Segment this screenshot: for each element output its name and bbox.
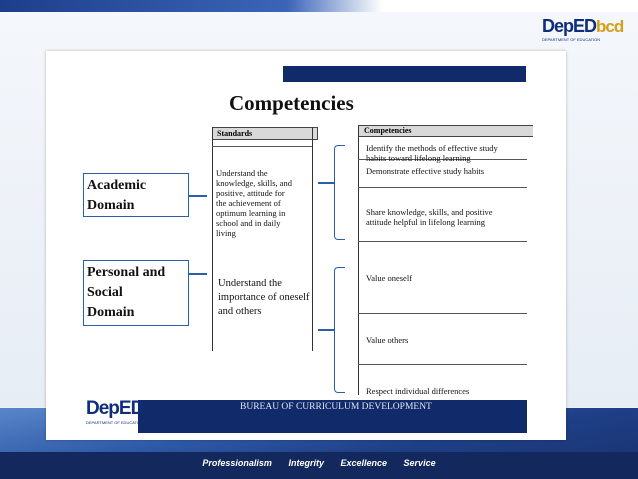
standards-divider bbox=[212, 146, 312, 147]
standards-right-rule bbox=[312, 127, 313, 264]
competencies-left-rule bbox=[358, 125, 359, 395]
standards-right-rule-2 bbox=[312, 261, 313, 351]
standard-personal-social: Understand the importance of oneself and others bbox=[218, 278, 310, 317]
tagline bbox=[0, 458, 638, 468]
tagline-item: Integrity bbox=[288, 458, 324, 468]
slide-top-bar bbox=[283, 66, 526, 82]
tagline-item: Service bbox=[403, 458, 436, 468]
competencies-header: Competencies bbox=[358, 125, 533, 137]
bureau-label: BUREAU OF CURRICULUM DEVELOPMENT bbox=[240, 402, 432, 412]
deped-logo-subtitle: DEPARTMENT OF EDUCATION bbox=[542, 37, 601, 42]
personal-social-domain-box bbox=[83, 260, 189, 326]
domain-label: Domain bbox=[87, 305, 135, 320]
footer-logo-word: DepED bbox=[86, 398, 144, 419]
standards-header: Standards bbox=[212, 127, 318, 140]
tagline-item: Excellence bbox=[340, 458, 388, 468]
competency-item: Identify the methods of effective study habits toward lifelong learning bbox=[366, 143, 498, 163]
domain-label: Social bbox=[87, 285, 123, 300]
competency-item: Share knowledge, skills, and positive attitude helpful in lifelong learning bbox=[366, 207, 493, 227]
slide-content bbox=[46, 51, 566, 440]
competency-item: Respect individual differences bbox=[366, 386, 470, 396]
competency-divider bbox=[358, 241, 527, 242]
standards-left-rule-2 bbox=[212, 261, 213, 351]
academic-bracket bbox=[334, 145, 345, 240]
competency-divider bbox=[358, 313, 527, 314]
domain-label: Personal and bbox=[87, 265, 166, 280]
top-accent-strip bbox=[0, 0, 638, 12]
footer-deped-logo bbox=[86, 398, 144, 425]
bcd-logo: bcd bbox=[596, 17, 624, 36]
competency-item: Demonstrate effective study habits bbox=[366, 166, 485, 176]
connector-arrow bbox=[189, 195, 207, 197]
bracket-connector bbox=[318, 329, 334, 331]
deped-logo: DepED bbox=[542, 16, 597, 36]
header-logos bbox=[542, 16, 626, 46]
standard-academic: Understand the knowledge, skills, and positive, attitude for the achievement of optimum learning in school and in daily living bbox=[216, 168, 293, 238]
tagline-item: Professionalism bbox=[202, 458, 272, 468]
standards-left-rule bbox=[212, 127, 213, 264]
competency-divider bbox=[358, 364, 527, 365]
domain-label: Academic bbox=[87, 178, 147, 193]
footer-logo-subtitle: DEPARTMENT OF EDUCATION bbox=[86, 420, 145, 425]
academic-domain-box bbox=[83, 173, 189, 217]
competency-divider bbox=[358, 187, 527, 188]
competency-item: Value others bbox=[366, 335, 409, 345]
personal-social-bracket bbox=[334, 267, 345, 393]
bracket-connector bbox=[318, 182, 334, 184]
domain-label: Domain bbox=[87, 198, 135, 213]
connector-arrow bbox=[189, 273, 207, 275]
competency-item: Value oneself bbox=[366, 273, 413, 283]
slide-title: Competencies bbox=[229, 91, 354, 115]
